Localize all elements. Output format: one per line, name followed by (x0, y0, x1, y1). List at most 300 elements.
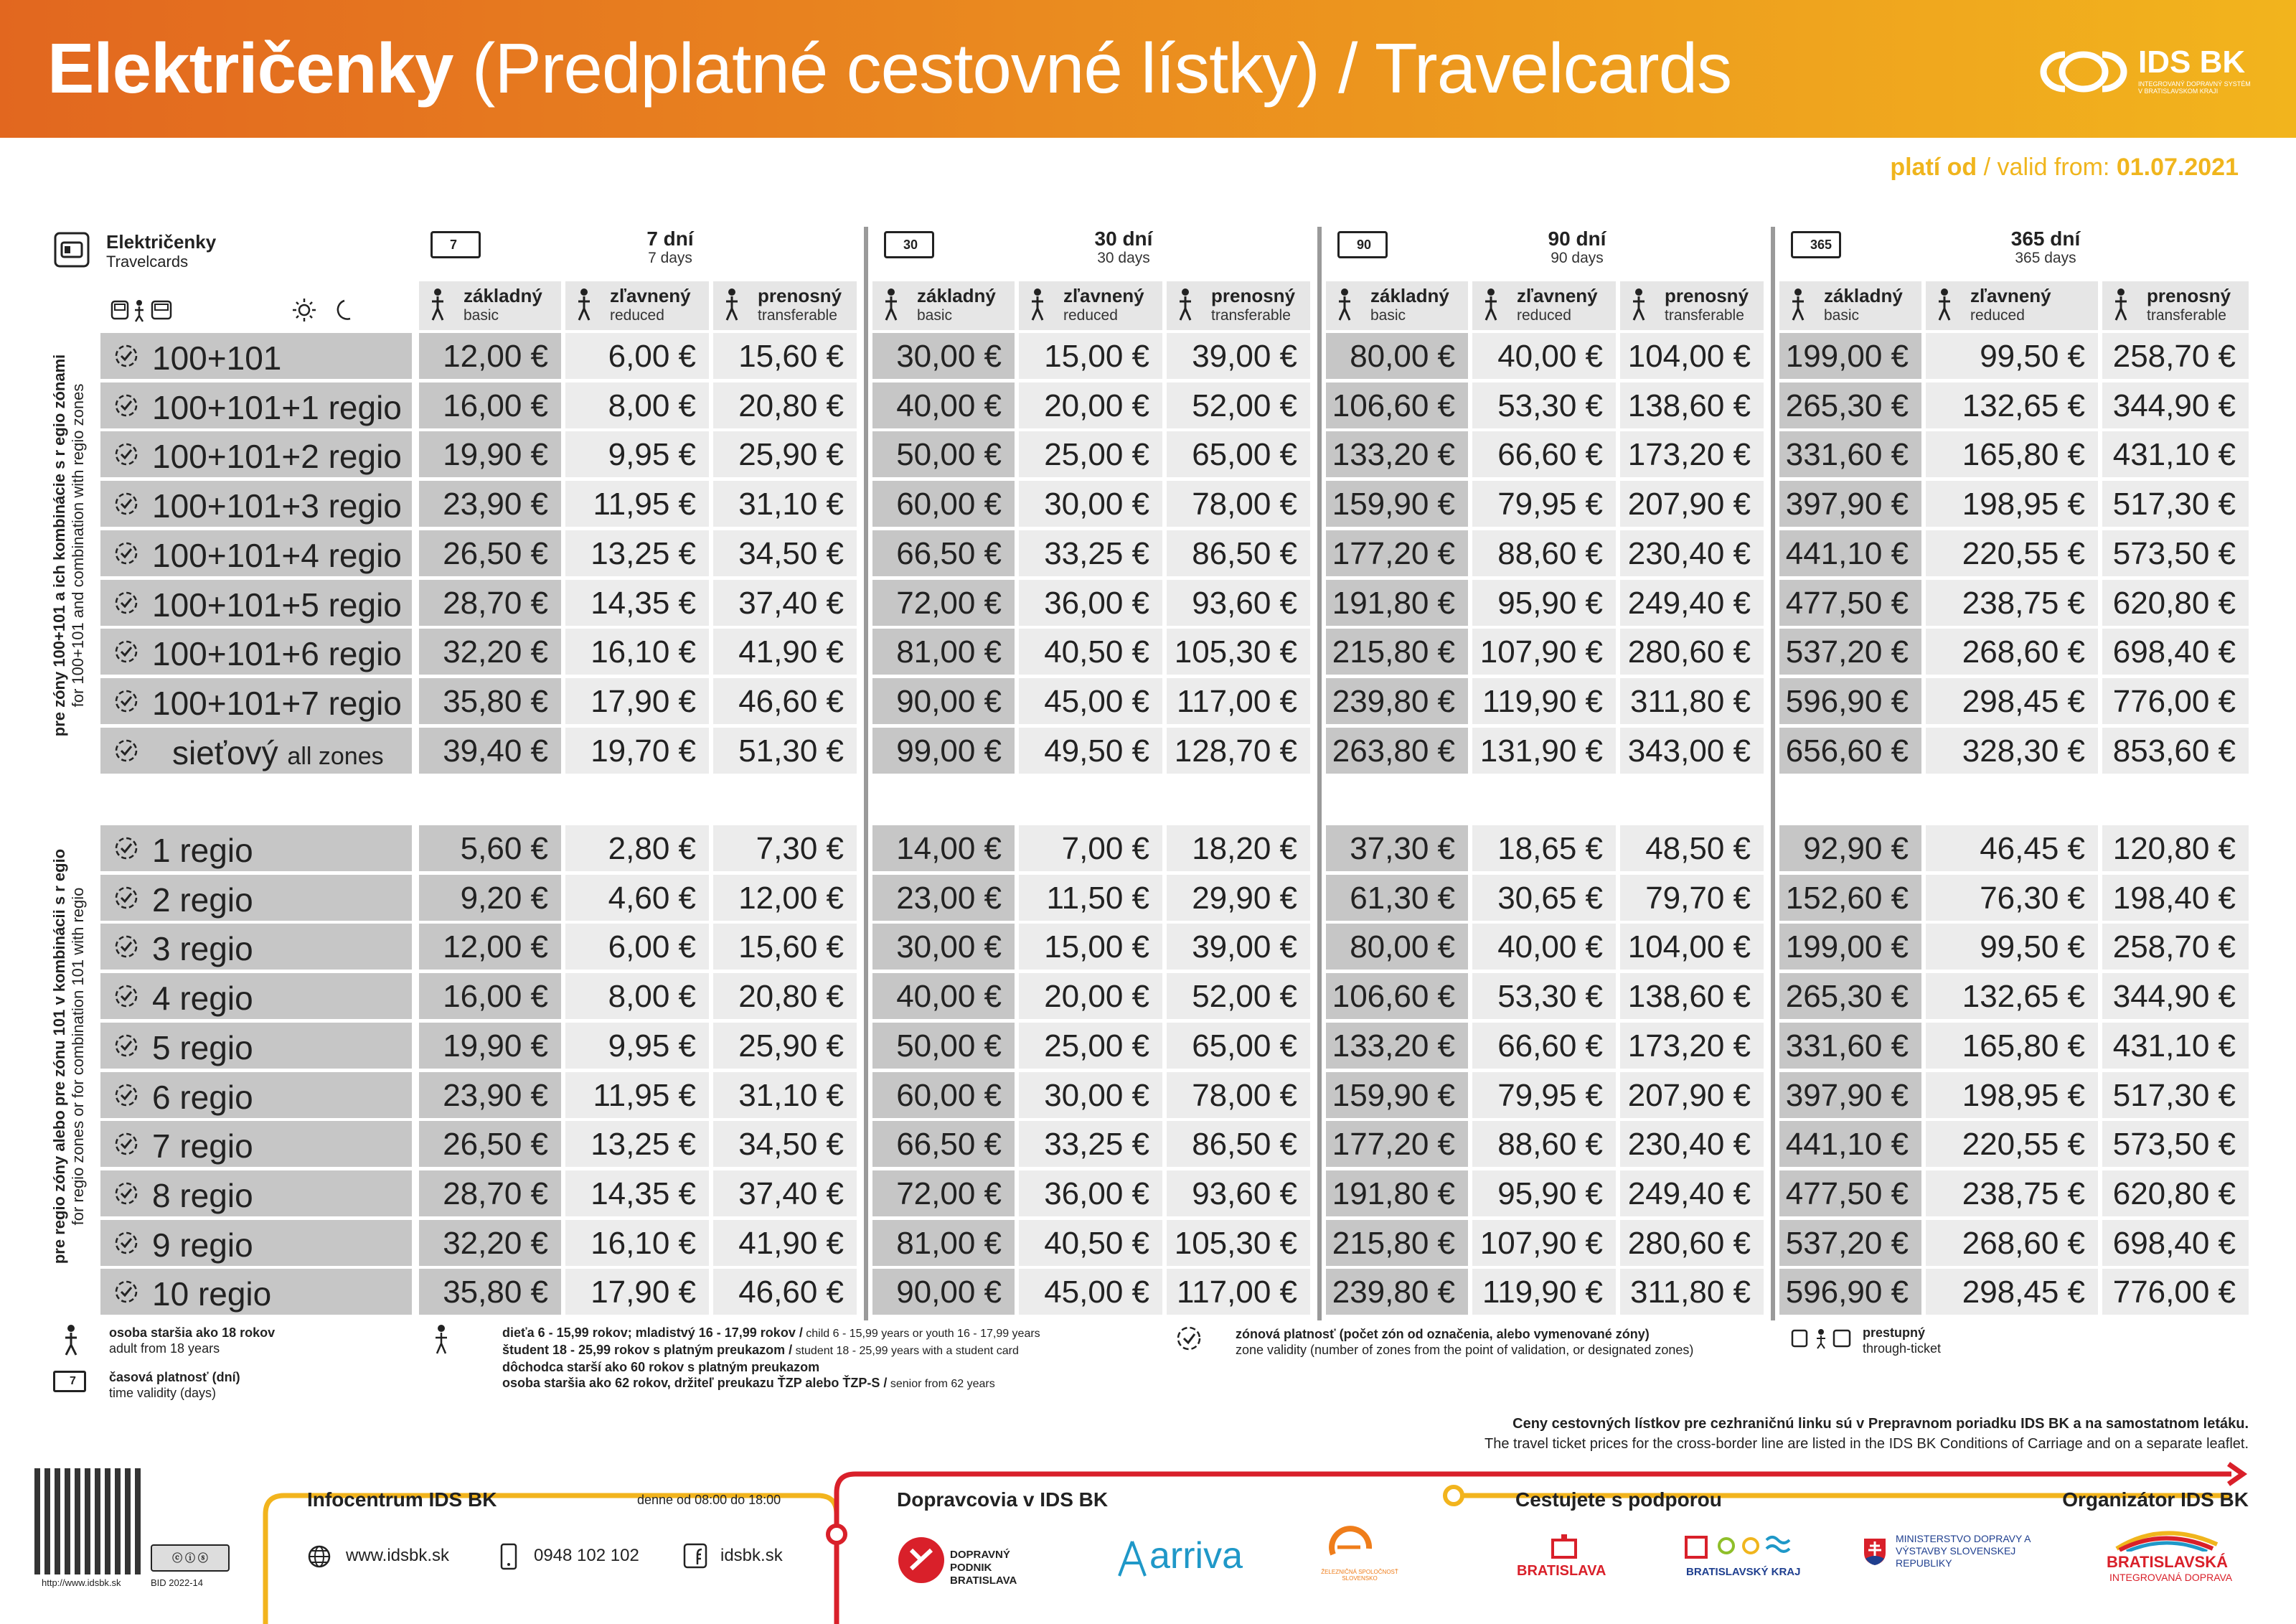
price-cell: 131,90 € (1472, 728, 1616, 774)
price-cell: 230,40 € (1620, 1121, 1764, 1167)
period-subtitle: 365 days (2015, 250, 2076, 266)
price-cell: 138,60 € (1620, 382, 1764, 428)
fare-label: prenosný (1665, 285, 1749, 306)
price-cell: 46,45 € (1926, 825, 2098, 871)
price-cell: 596,90 € (1779, 678, 1921, 724)
price-cell: 33,25 € (1019, 1121, 1162, 1167)
corner-title: Električenky (106, 231, 217, 253)
fare-sublabel: reduced (610, 307, 664, 324)
price-cell: 117,00 € (1167, 1269, 1310, 1315)
price-cell: 93,60 € (1167, 1170, 1310, 1216)
legend-zone: zónová platnosť (počet zón od označenia, alebo vymenované zóny) zone validity (number of zones from the point of validation, or designated zones) (1236, 1327, 1694, 1357)
price-cell: 9,95 € (565, 431, 709, 477)
price-cell: 15,00 € (1019, 924, 1162, 970)
price-cell: 15,00 € (1019, 333, 1162, 379)
price-cell: 37,30 € (1326, 825, 1468, 871)
price-cell: 198,95 € (1926, 1072, 2098, 1118)
zone-label: 100+101+3 regio (152, 487, 402, 525)
price-cell: 9,95 € (565, 1023, 709, 1069)
price-cell: 104,00 € (1620, 924, 1764, 970)
price-cell: 88,60 € (1472, 1121, 1616, 1167)
price-cell: 431,10 € (2102, 431, 2249, 477)
carrier-dpb: DOPRAVNÝ PODNIK BRATISLAVA (950, 1549, 1017, 1587)
price-cell: 11,95 € (565, 481, 709, 527)
fare-label: základný (917, 285, 996, 306)
price-cell: 343,00 € (1620, 728, 1764, 774)
price-cell: 14,00 € (872, 825, 1015, 871)
price-cell: 207,90 € (1620, 481, 1764, 527)
price-cell: 431,10 € (2102, 1023, 2249, 1069)
price-cell: 268,60 € (1926, 1220, 2098, 1266)
price-cell: 23,00 € (872, 875, 1015, 921)
price-cell: 20,80 € (713, 973, 857, 1019)
group-separator (864, 227, 868, 1320)
fare-header-basic (872, 281, 1015, 330)
globe-icon (307, 1544, 331, 1569)
price-cell: 537,20 € (1779, 629, 1921, 675)
price-cell: 441,10 € (1779, 530, 1921, 576)
price-cell: 15,60 € (713, 924, 857, 970)
fare-header-reduced (565, 281, 709, 330)
reduced-icon (430, 1325, 452, 1356)
price-cell: 36,00 € (1019, 580, 1162, 626)
zone-label: 7 regio (152, 1127, 253, 1165)
price-cell: 66,60 € (1472, 431, 1616, 477)
fare-sublabel: transferable (758, 307, 837, 324)
price-cell: 119,90 € (1472, 1269, 1616, 1315)
fare-header-reduced (1926, 281, 2098, 330)
period-badge-30: 30 (884, 231, 934, 258)
period-title: 30 dní (1094, 227, 1153, 250)
price-cell: 441,10 € (1779, 1121, 1921, 1167)
corner-header (53, 230, 412, 273)
price-cell: 119,90 € (1472, 678, 1616, 724)
price-cell: 66,50 € (872, 1121, 1015, 1167)
price-cell: 80,00 € (1326, 333, 1468, 379)
section2-side-title: pre regio zóny alebo pre zónu 101 v kombinácii s r egio (50, 848, 68, 1264)
carrier-arriva: arriva (1149, 1535, 1243, 1577)
fare-sublabel: transferable (1211, 307, 1291, 324)
zone-label-row (100, 1220, 412, 1266)
price-cell: 853,60 € (2102, 728, 2249, 774)
fare-label: základný (1370, 285, 1449, 306)
price-cell: 132,65 € (1926, 973, 2098, 1019)
price-cell: 26,50 € (419, 530, 561, 576)
organizer-subname: INTEGROVANÁ DOPRAVA (2109, 1572, 2233, 1583)
price-cell: 17,90 € (565, 1269, 709, 1315)
price-cell: 60,00 € (872, 1072, 1015, 1118)
period-header-90 (1418, 228, 1736, 267)
price-cell: 477,50 € (1779, 1170, 1921, 1216)
person-icon (574, 288, 594, 321)
price-cell: 19,90 € (419, 431, 561, 477)
price-cell: 35,80 € (419, 1269, 561, 1315)
period-subtitle: 7 days (648, 250, 692, 266)
price-cell: 117,00 € (1167, 678, 1310, 724)
price-cell: 40,50 € (1019, 1220, 1162, 1266)
price-cell: 78,00 € (1167, 481, 1310, 527)
info-title: Infocentrum IDS BK (307, 1488, 497, 1511)
price-cell: 30,65 € (1472, 875, 1616, 921)
fare-sublabel: transferable (2147, 307, 2226, 324)
legend-transfer: prestupný through-ticket (1863, 1325, 1942, 1356)
price-cell: 133,20 € (1326, 431, 1468, 477)
legend-adult: osoba staršia ako 18 rokov adult from 18 years (109, 1325, 276, 1356)
header-banner (0, 0, 2296, 138)
price-cell: 25,90 € (713, 1023, 857, 1069)
price-cell: 99,50 € (1926, 333, 2098, 379)
price-cell: 106,60 € (1326, 382, 1468, 428)
zone-label-row (100, 1269, 412, 1315)
price-cell: 173,20 € (1620, 1023, 1764, 1069)
bsk-logo-icon (1682, 1531, 1798, 1560)
travelcard-icon (53, 231, 90, 268)
support-bratislava: BRATISLAVA (1517, 1563, 1606, 1579)
price-cell: 13,25 € (565, 1121, 709, 1167)
logo-text: IDS BK (2138, 44, 2246, 80)
section1-side-title: pre zóny 100+101 a ich kombinácie s r egio zónami (50, 354, 68, 737)
section2-side-subtitle: for regio zones or for combination 101 with regio (69, 887, 87, 1226)
price-cell: 93,60 € (1167, 580, 1310, 626)
price-cell: 72,00 € (872, 1170, 1015, 1216)
fare-label: prenosný (1211, 285, 1296, 306)
price-cell: 107,90 € (1472, 1220, 1616, 1266)
info-web[interactable]: www.idsbk.sk (346, 1546, 450, 1565)
price-cell: 5,60 € (419, 825, 561, 871)
price-cell: 165,80 € (1926, 431, 2098, 477)
price-cell: 698,40 € (2102, 1220, 2249, 1266)
ids-bk-logo (2036, 42, 2252, 102)
bratislava-city-icon (1550, 1533, 1578, 1559)
zone-label-row (100, 924, 412, 970)
zone-icon (113, 934, 139, 959)
zone-icon (113, 441, 139, 467)
price-cell: 18,65 € (1472, 825, 1616, 871)
price-cell: 477,50 € (1779, 580, 1921, 626)
price-cell: 207,90 € (1620, 1072, 1764, 1118)
fare-header-basic (1779, 281, 1921, 330)
zone-label-row (100, 875, 412, 921)
organizer-title: Organizátor IDS BK (2062, 1488, 2249, 1511)
price-cell: 311,80 € (1620, 678, 1764, 724)
price-cell: 11,95 € (565, 1072, 709, 1118)
price-cell: 280,60 € (1620, 629, 1764, 675)
price-cell: 517,30 € (2102, 481, 2249, 527)
price-cell: 656,60 € (1779, 728, 1921, 774)
fare-header-transferable (1167, 281, 1310, 330)
price-cell: 8,00 € (565, 973, 709, 1019)
price-cell: 52,00 € (1167, 382, 1310, 428)
price-cell: 26,50 € (419, 1121, 561, 1167)
fare-label: zľavnený (1063, 285, 1144, 306)
price-cell: 159,90 € (1326, 1072, 1468, 1118)
price-cell: 265,30 € (1779, 382, 1921, 428)
price-cell: 32,20 € (419, 629, 561, 675)
zone-icon (113, 1279, 139, 1305)
dpb-logo-icon (897, 1536, 946, 1585)
price-cell: 230,40 € (1620, 530, 1764, 576)
price-cell: 133,20 € (1326, 1023, 1468, 1069)
zone-icon (113, 688, 139, 714)
price-cell: 238,75 € (1926, 1170, 2098, 1216)
price-cell: 86,50 € (1167, 530, 1310, 576)
price-cell: 573,50 € (2102, 530, 2249, 576)
zone-label: 6 regio (152, 1078, 253, 1116)
price-cell: 517,30 € (2102, 1072, 2249, 1118)
price-cell: 92,90 € (1779, 825, 1921, 871)
price-cell: 30,00 € (872, 924, 1015, 970)
logo-subtitle: INTEGROVANÝ DOPRAVNÝ SYSTÉM V BRATISLAVSKOM KRAJI (2138, 80, 2251, 95)
zone-label-row (100, 728, 412, 774)
price-cell: 65,00 € (1167, 431, 1310, 477)
price-cell: 191,80 € (1326, 1170, 1468, 1216)
price-cell: 191,80 € (1326, 580, 1468, 626)
price-cell: 37,40 € (713, 580, 857, 626)
price-cell: 32,20 € (419, 1220, 561, 1266)
price-cell: 199,00 € (1779, 924, 1921, 970)
price-cell: 138,60 € (1620, 973, 1764, 1019)
price-cell: 49,50 € (1019, 728, 1162, 774)
fare-label: základný (464, 285, 542, 306)
legend-time: časová platnosť (dní) time validity (days) (109, 1370, 240, 1400)
price-cell: 29,90 € (1167, 875, 1310, 921)
fare-label: základný (1824, 285, 1903, 306)
price-cell: 23,90 € (419, 1072, 561, 1118)
period-title: 90 dní (1548, 227, 1606, 250)
person-icon (1175, 288, 1195, 321)
zone-icon (113, 343, 139, 369)
zone-label: 100+101 (152, 339, 282, 377)
price-cell: 298,45 € (1926, 1269, 2098, 1315)
person-icon (1934, 288, 1954, 321)
price-cell: 4,60 € (565, 875, 709, 921)
price-cell: 16,10 € (565, 629, 709, 675)
zone-label-row (100, 1170, 412, 1216)
price-cell: 39,00 € (1167, 924, 1310, 970)
price-cell: 66,60 € (1472, 1023, 1616, 1069)
price-cell: 263,80 € (1326, 728, 1468, 774)
price-cell: 177,20 € (1326, 530, 1468, 576)
price-cell: 40,00 € (1472, 333, 1616, 379)
fare-label: zľavnený (1970, 285, 2051, 306)
zone-label: 100+101+4 regio (152, 536, 402, 574)
valid-from: platí od / valid from: 01.07.2021 (1890, 154, 2239, 181)
price-cell: 30,00 € (1019, 481, 1162, 527)
price-cell: 46,60 € (713, 1269, 857, 1315)
arriva-logo-icon (1116, 1539, 1148, 1579)
price-cell: 25,00 € (1019, 1023, 1162, 1069)
price-cell: 66,50 € (872, 530, 1015, 576)
facebook-icon (683, 1543, 707, 1569)
zone-label-row (100, 333, 412, 379)
zone-icon (113, 393, 139, 418)
price-cell: 159,90 € (1326, 481, 1468, 527)
slovak-coat-of-arms-icon (1861, 1536, 1888, 1567)
price-cell: 258,70 € (2102, 333, 2249, 379)
price-cell: 33,25 € (1019, 530, 1162, 576)
zone-label: sieťový all zones (172, 733, 384, 771)
price-cell: 90,00 € (872, 1269, 1015, 1315)
zone-label-row (100, 678, 412, 724)
carrier-zssk: ŽELEZNIČNÁ SPOLOČNOSŤ SLOVENSKO (1321, 1569, 1398, 1582)
period-badge-7: 7 (430, 231, 481, 258)
zone-label: 4 regio (152, 980, 253, 1018)
fare-label: prenosný (2147, 285, 2231, 306)
price-cell: 328,30 € (1926, 728, 2098, 774)
zone-label-row (100, 825, 412, 871)
price-cell: 39,40 € (419, 728, 561, 774)
price-cell: 9,20 € (419, 875, 561, 921)
zone-label: 10 regio (152, 1275, 272, 1313)
fare-header-transferable (1620, 281, 1764, 330)
price-cell: 51,30 € (713, 728, 857, 774)
price-cell: 239,80 € (1326, 678, 1468, 724)
group-separator (1317, 227, 1322, 1320)
price-cell: 79,95 € (1472, 481, 1616, 527)
zone-icon (113, 639, 139, 665)
group-separator (1771, 227, 1775, 1320)
price-cell: 88,60 € (1472, 530, 1616, 576)
price-cell: 344,90 € (2102, 973, 2249, 1019)
phone-icon (499, 1543, 518, 1570)
price-cell: 19,90 € (419, 1023, 561, 1069)
price-cell: 7,30 € (713, 825, 857, 871)
price-cell: 40,50 € (1019, 629, 1162, 675)
zssk-logo-icon (1327, 1526, 1375, 1566)
carriers-title: Dopravcovia v IDS BK (897, 1488, 1109, 1511)
period-subtitle: 90 days (1551, 250, 1604, 266)
price-cell: 86,50 € (1167, 1121, 1310, 1167)
price-cell: 537,20 € (1779, 1220, 1921, 1266)
zone-icon (113, 1082, 139, 1108)
zone-icon (113, 1230, 139, 1256)
price-cell: 128,70 € (1167, 728, 1310, 774)
price-cell: 238,75 € (1926, 580, 2098, 626)
price-cell: 215,80 € (1326, 1220, 1468, 1266)
fare-label: prenosný (758, 285, 842, 306)
price-cell: 28,70 € (419, 580, 561, 626)
price-cell: 99,00 € (872, 728, 1015, 774)
price-cell: 79,95 € (1472, 1072, 1616, 1118)
zone-icon (113, 1131, 139, 1157)
person-icon (1788, 288, 1808, 321)
ids-bk-logo-icon (2036, 42, 2131, 102)
price-cell: 132,65 € (1926, 382, 2098, 428)
legend-reduced: dieťa 6 - 15,99 rokov; mladistvý 16 - 17,99 rokov / child 6 - 15,99 years or youth 16 - 17,99 years študent 18 - 25,99 rokov s platným preukazom / student 18 - 25,99 years with a student card dôchodca starší ako 60 rokov s platným preukazom osoba staršia ako 62 rokov, držiteľ preukazu ŤZP alebo ŤZP-S / senior from 62 years (502, 1325, 1040, 1390)
zone-label-row (100, 1121, 412, 1167)
info-phone[interactable]: 0948 102 102 (534, 1546, 639, 1565)
person-icon (1027, 288, 1048, 321)
price-cell: 199,00 € (1779, 333, 1921, 379)
price-cell: 19,70 € (565, 728, 709, 774)
price-cell: 23,90 € (419, 481, 561, 527)
price-cell: 14,35 € (565, 1170, 709, 1216)
fare-label: zľavnený (1517, 285, 1598, 306)
price-cell: 16,00 € (419, 973, 561, 1019)
price-cell: 15,60 € (713, 333, 857, 379)
fare-sublabel: transferable (1665, 307, 1744, 324)
price-cell: 30,00 € (1019, 1072, 1162, 1118)
zone-label-row (100, 382, 412, 428)
price-cell: 104,00 € (1620, 333, 1764, 379)
section1-side-label (46, 337, 89, 754)
zone-label: 8 regio (152, 1176, 253, 1214)
zone-label: 100+101+5 regio (152, 586, 402, 624)
period-badge-365: 365 (1791, 231, 1841, 258)
price-cell: 573,50 € (2102, 1121, 2249, 1167)
price-cell: 596,90 € (1779, 1269, 1921, 1315)
price-cell: 776,00 € (2102, 678, 2249, 724)
price-cell: 34,50 € (713, 1121, 857, 1167)
price-cell: 198,95 € (1926, 481, 2098, 527)
zone-label-row (100, 1072, 412, 1118)
price-cell: 46,60 € (713, 678, 857, 724)
price-cell: 344,90 € (2102, 382, 2249, 428)
zone-label: 5 regio (152, 1028, 253, 1066)
price-cell: 45,00 € (1019, 678, 1162, 724)
bid: BID 2022-14 (151, 1577, 203, 1588)
zone-icon (113, 540, 139, 566)
price-cell: 220,55 € (1926, 530, 2098, 576)
price-cell: 298,45 € (1926, 678, 2098, 724)
price-cell: 620,80 € (2102, 1170, 2249, 1216)
vehicle-icons (110, 297, 175, 323)
page-title: Električenky (Predplatné cestovné lístky) / Travelcards (47, 29, 1732, 108)
cc-license-icon: ⓒ ⓘ ⓢ (151, 1544, 230, 1572)
price-cell: 39,00 € (1167, 333, 1310, 379)
price-cell: 25,90 € (713, 431, 857, 477)
person-icon (1629, 288, 1649, 321)
price-cell: 6,00 € (565, 924, 709, 970)
support-ministry: MINISTERSTVO DOPRAVY A VÝSTAVBY SLOVENSKEJ REPUBLIKY (1896, 1533, 2031, 1569)
price-cell: 60,00 € (872, 481, 1015, 527)
price-cell: 105,30 € (1167, 629, 1310, 675)
price-cell: 25,00 € (1019, 431, 1162, 477)
price-cell: 35,80 € (419, 678, 561, 724)
price-cell: 331,60 € (1779, 431, 1921, 477)
price-cell: 220,55 € (1926, 1121, 2098, 1167)
person-icon (2111, 288, 2131, 321)
zone-label: 1 regio (152, 832, 253, 869)
price-cell: 12,00 € (713, 875, 857, 921)
zone-label-row (100, 1023, 412, 1069)
qr-code (34, 1468, 141, 1574)
price-cell: 177,20 € (1326, 1121, 1468, 1167)
person-icon (881, 288, 901, 321)
price-cell: 268,60 € (1926, 629, 2098, 675)
zone-label-row (100, 973, 412, 1019)
price-cell: 45,00 € (1019, 1269, 1162, 1315)
fare-sublabel: reduced (1063, 307, 1118, 324)
organizer-name: BRATISLAVSKÁ (2107, 1553, 2229, 1571)
info-facebook[interactable]: idsbk.sk (720, 1546, 783, 1565)
price-cell: 280,60 € (1620, 1220, 1764, 1266)
period-title: 365 dní (2010, 227, 2081, 250)
price-cell: 28,70 € (419, 1170, 561, 1216)
zone-label: 100+101+6 regio (152, 635, 402, 673)
time-validity-icon: 7 (53, 1371, 86, 1392)
price-cell: 20,80 € (713, 382, 857, 428)
crossborder-note: Ceny cestovných lístkov pre cezhraničnú linku sú v Prepravnom poriadku IDS BK a na samostatnom letáku. The travel ticket prices for the cross-border line are listed in the IDS BK Conditions of Carriage and on a separate leaflet. (1485, 1416, 2249, 1452)
price-cell: 40,00 € (872, 382, 1015, 428)
zone-label-row (100, 530, 412, 576)
fare-header-reduced (1472, 281, 1616, 330)
price-cell: 65,00 € (1167, 1023, 1310, 1069)
price-cell: 105,30 € (1167, 1220, 1310, 1266)
fare-sublabel: basic (464, 307, 499, 324)
zone-icon (113, 1181, 139, 1206)
period-title: 7 dní (646, 227, 694, 250)
